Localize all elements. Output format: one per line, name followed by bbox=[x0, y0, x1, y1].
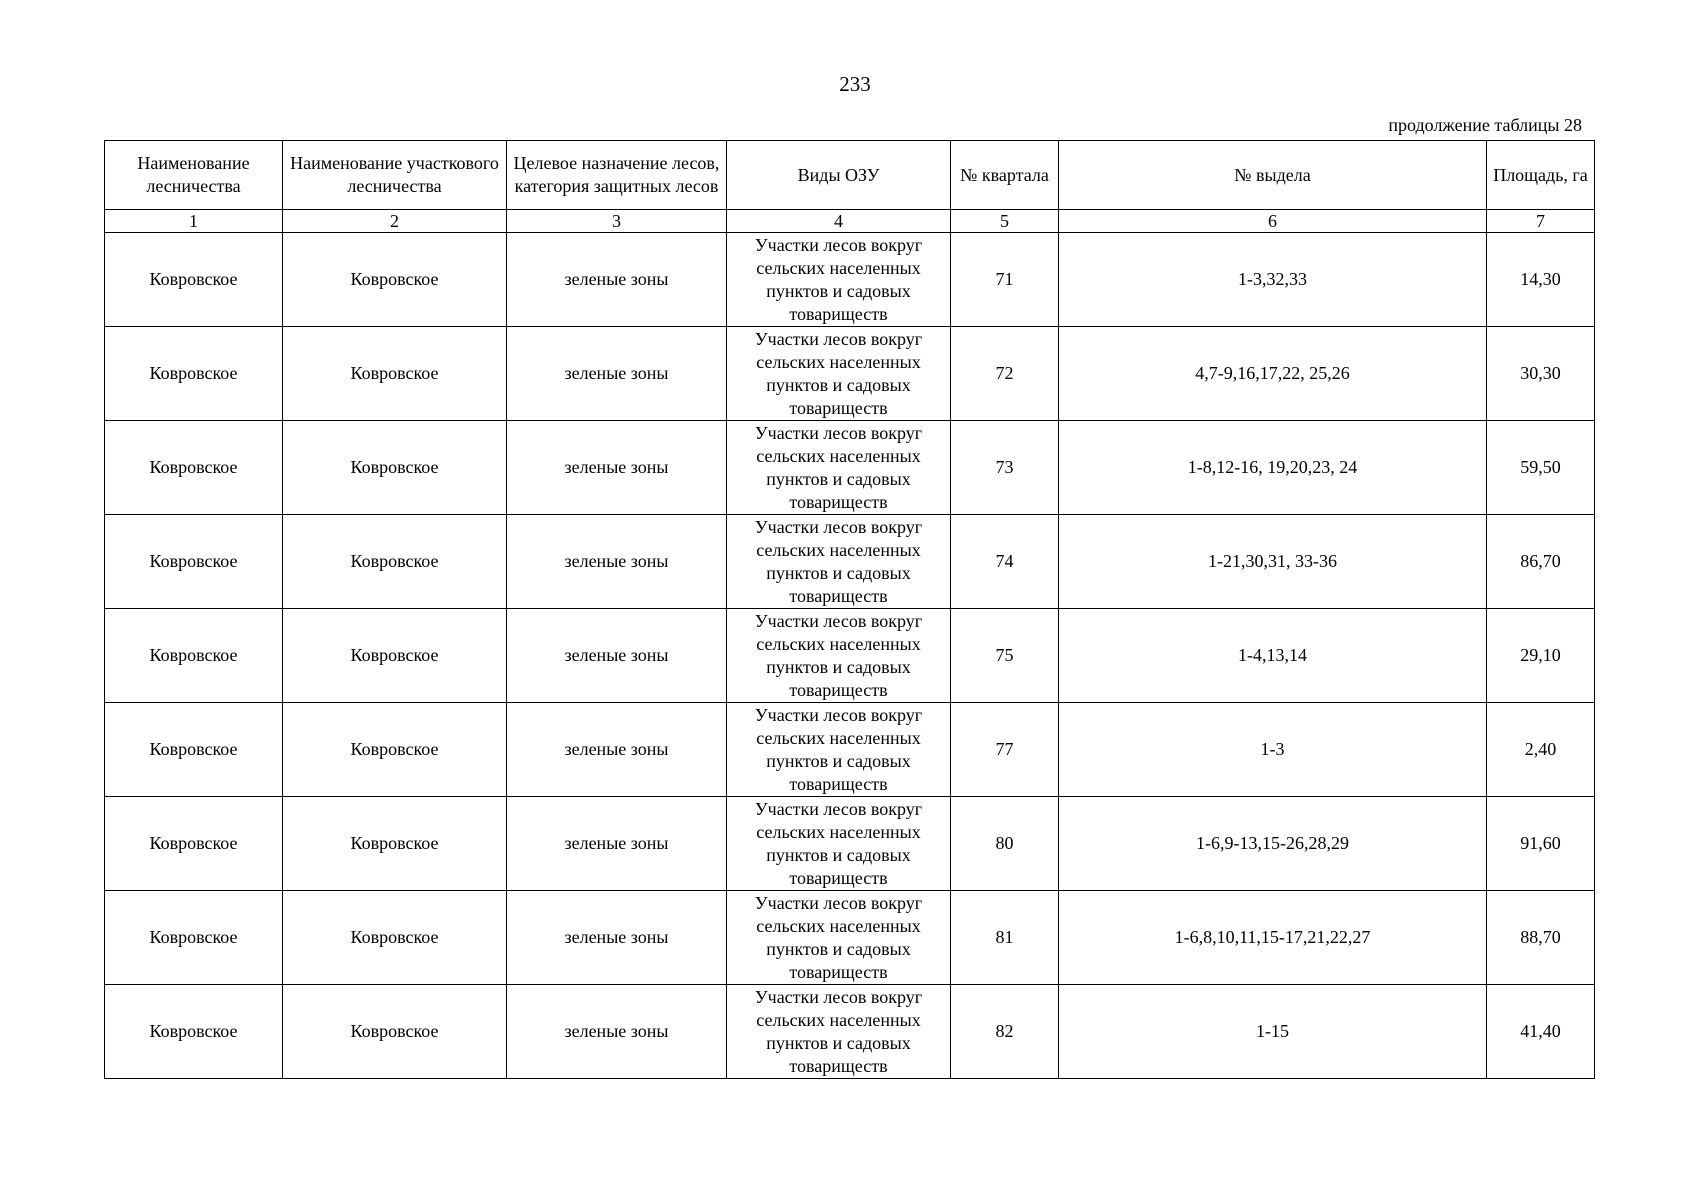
cell-quarter-number: 74 bbox=[951, 515, 1059, 609]
cell-purpose: зеленые зоны bbox=[507, 891, 727, 985]
cell-forestry: Ковровское bbox=[105, 327, 283, 421]
cell-area: 2,40 bbox=[1487, 703, 1595, 797]
cell-allotment-number: 1-6,9-13,15-26,28,29 bbox=[1059, 797, 1487, 891]
forest-table bbox=[104, 140, 1595, 1079]
cell-forestry: Ковровское bbox=[105, 421, 283, 515]
cell-forestry: Ковровское bbox=[105, 609, 283, 703]
cell-district-forestry: Ковровское bbox=[283, 327, 507, 421]
column-number: 6 bbox=[1059, 210, 1487, 233]
cell-purpose: зеленые зоны bbox=[507, 515, 727, 609]
table-row bbox=[105, 891, 1595, 985]
header-forestry: Наименование лесничества bbox=[105, 141, 283, 210]
cell-allotment-number: 1-21,30,31, 33-36 bbox=[1059, 515, 1487, 609]
header-quarter-number: № квартала bbox=[951, 141, 1059, 210]
cell-allotment-number: 1-3 bbox=[1059, 703, 1487, 797]
cell-district-forestry: Ковровское bbox=[283, 797, 507, 891]
cell-forestry: Ковровское bbox=[105, 515, 283, 609]
cell-allotment-number: 1-15 bbox=[1059, 985, 1487, 1079]
cell-area: 88,70 bbox=[1487, 891, 1595, 985]
column-number: 4 bbox=[727, 210, 951, 233]
header-purpose: Целевое назначение лесов, категория защитных лесов bbox=[507, 141, 727, 210]
cell-forestry: Ковровское bbox=[105, 797, 283, 891]
cell-allotment-number: 1-4,13,14 bbox=[1059, 609, 1487, 703]
cell-ozu-type: Участки лесов вокруг сельских населенных пунктов и садовых товариществ bbox=[727, 703, 951, 797]
page-number: 233 bbox=[839, 72, 871, 96]
cell-ozu-type: Участки лесов вокруг сельских населенных пунктов и садовых товариществ bbox=[727, 609, 951, 703]
cell-forestry: Ковровское bbox=[105, 891, 283, 985]
cell-allotment-number: 1-3,32,33 bbox=[1059, 233, 1487, 327]
cell-purpose: зеленые зоны bbox=[507, 233, 727, 327]
cell-area: 29,10 bbox=[1487, 609, 1595, 703]
cell-purpose: зеленые зоны bbox=[507, 703, 727, 797]
cell-quarter-number: 82 bbox=[951, 985, 1059, 1079]
cell-district-forestry: Ковровское bbox=[283, 515, 507, 609]
cell-allotment-number: 1-8,12-16, 19,20,23, 24 bbox=[1059, 421, 1487, 515]
cell-quarter-number: 80 bbox=[951, 797, 1059, 891]
header-ozu-type: Виды ОЗУ bbox=[727, 141, 951, 210]
cell-quarter-number: 81 bbox=[951, 891, 1059, 985]
cell-purpose: зеленые зоны bbox=[507, 609, 727, 703]
table-header-row bbox=[105, 141, 1595, 210]
cell-purpose: зеленые зоны bbox=[507, 327, 727, 421]
cell-area: 91,60 bbox=[1487, 797, 1595, 891]
cell-quarter-number: 77 bbox=[951, 703, 1059, 797]
cell-quarter-number: 72 bbox=[951, 327, 1059, 421]
cell-ozu-type: Участки лесов вокруг сельских населенных пунктов и садовых товариществ bbox=[727, 985, 951, 1079]
header-area: Площадь, га bbox=[1487, 141, 1595, 210]
cell-area: 59,50 bbox=[1487, 421, 1595, 515]
column-number: 3 bbox=[507, 210, 727, 233]
cell-purpose: зеленые зоны bbox=[507, 421, 727, 515]
table-row bbox=[105, 233, 1595, 327]
table-row bbox=[105, 985, 1595, 1079]
cell-purpose: зеленые зоны bbox=[507, 797, 727, 891]
column-number: 5 bbox=[951, 210, 1059, 233]
continuation-label: продолжение таблицы 28 bbox=[1388, 115, 1582, 135]
header-allotment-number: № выдела bbox=[1059, 141, 1487, 210]
cell-quarter-number: 71 bbox=[951, 233, 1059, 327]
column-number: 7 bbox=[1487, 210, 1595, 233]
cell-allotment-number: 1-6,8,10,11,15-17,21,22,27 bbox=[1059, 891, 1487, 985]
cell-district-forestry: Ковровское bbox=[283, 891, 507, 985]
cell-district-forestry: Ковровское bbox=[283, 421, 507, 515]
cell-allotment-number: 4,7-9,16,17,22, 25,26 bbox=[1059, 327, 1487, 421]
column-number-row bbox=[105, 210, 1595, 233]
cell-quarter-number: 73 bbox=[951, 421, 1059, 515]
header-district-forestry: Наименование участкового лесничества bbox=[283, 141, 507, 210]
cell-area: 30,30 bbox=[1487, 327, 1595, 421]
table-row bbox=[105, 421, 1595, 515]
column-number: 2 bbox=[283, 210, 507, 233]
cell-district-forestry: Ковровское bbox=[283, 985, 507, 1079]
cell-ozu-type: Участки лесов вокруг сельских населенных пунктов и садовых товариществ bbox=[727, 421, 951, 515]
table-row bbox=[105, 515, 1595, 609]
cell-forestry: Ковровское bbox=[105, 985, 283, 1079]
table-row bbox=[105, 703, 1595, 797]
cell-area: 14,30 bbox=[1487, 233, 1595, 327]
cell-ozu-type: Участки лесов вокруг сельских населенных пунктов и садовых товариществ bbox=[727, 891, 951, 985]
cell-district-forestry: Ковровское bbox=[283, 703, 507, 797]
cell-area: 86,70 bbox=[1487, 515, 1595, 609]
table-row bbox=[105, 327, 1595, 421]
table-row bbox=[105, 797, 1595, 891]
table-row bbox=[105, 609, 1595, 703]
cell-ozu-type: Участки лесов вокруг сельских населенных пунктов и садовых товариществ bbox=[727, 797, 951, 891]
cell-purpose: зеленые зоны bbox=[507, 985, 727, 1079]
cell-ozu-type: Участки лесов вокруг сельских населенных пунктов и садовых товариществ bbox=[727, 515, 951, 609]
cell-ozu-type: Участки лесов вокруг сельских населенных пунктов и садовых товариществ bbox=[727, 327, 951, 421]
cell-district-forestry: Ковровское bbox=[283, 233, 507, 327]
column-number: 1 bbox=[105, 210, 283, 233]
cell-ozu-type: Участки лесов вокруг сельских населенных пунктов и садовых товариществ bbox=[727, 233, 951, 327]
cell-district-forestry: Ковровское bbox=[283, 609, 507, 703]
cell-forestry: Ковровское bbox=[105, 703, 283, 797]
cell-area: 41,40 bbox=[1487, 985, 1595, 1079]
cell-forestry: Ковровское bbox=[105, 233, 283, 327]
cell-quarter-number: 75 bbox=[951, 609, 1059, 703]
